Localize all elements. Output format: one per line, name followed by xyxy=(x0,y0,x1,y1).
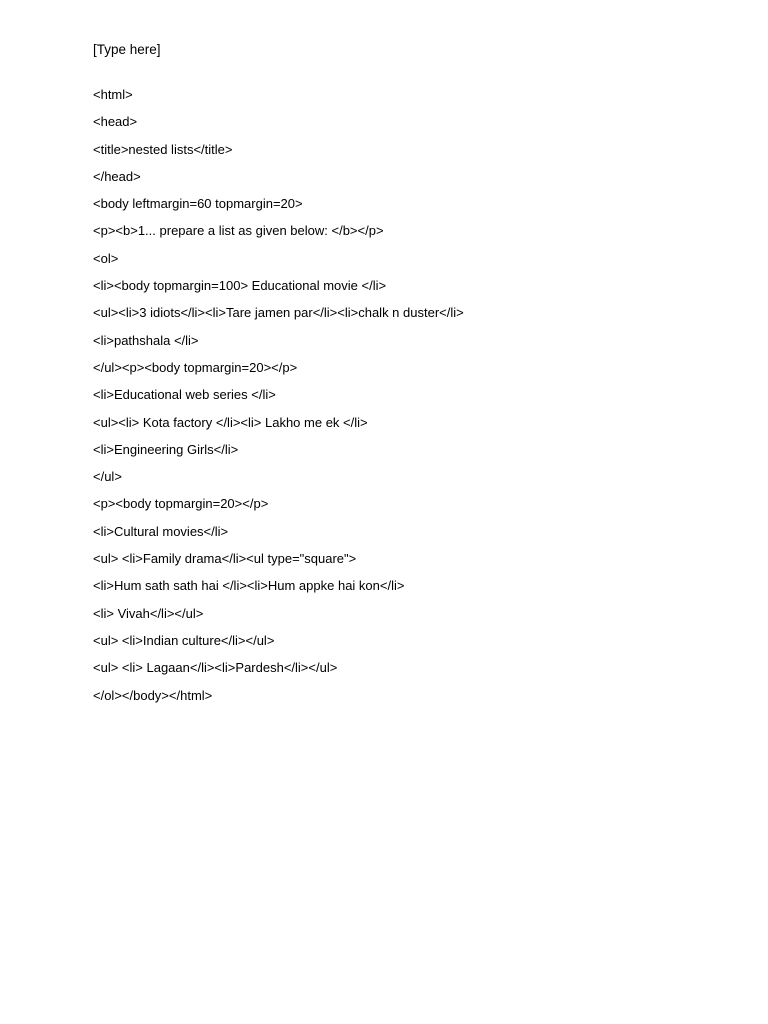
code-line: <ul> <li>Family drama</li><ul type="square"> xyxy=(93,551,357,567)
code-listing xyxy=(93,86,464,714)
code-line: <ul><li> Kota factory </li><li> Lakho me ek </li> xyxy=(93,414,368,430)
code-line: <li>Engineering Girls</li> xyxy=(93,441,239,457)
code-line: <li>Hum sath sath hai </li><li>Hum appke hai kon</li> xyxy=(93,578,405,594)
code-line: <li>Educational web series </li> xyxy=(93,387,276,403)
code-line: <title>nested lists</title> xyxy=(93,141,233,157)
code-line: <html> xyxy=(93,87,133,102)
code-line: <p><body topmargin=20></p> xyxy=(93,496,269,512)
code-line: <li>pathshala </li> xyxy=(93,332,199,348)
code-line: <li> Vivah</li></ul> xyxy=(93,605,204,621)
code-line: </head> xyxy=(93,168,141,184)
code-line: <ol> xyxy=(93,250,119,266)
code-line: <head> xyxy=(93,114,138,130)
header-placeholder[interactable]: [Type here] xyxy=(93,42,161,57)
code-line: <ul> <li> Lagaan</li><li>Pardesh</li></ul> xyxy=(93,660,338,676)
code-line: <li>Cultural movies</li> xyxy=(93,523,229,539)
code-line: <ul> <li>Indian culture</li></ul> xyxy=(93,632,275,648)
code-line: <body leftmargin=60 topmargin=20> xyxy=(93,196,303,212)
code-line: </ul><p><body topmargin=20></p> xyxy=(93,359,298,375)
code-line: <ul><li>3 idiots</li><li>Tare jamen par</li><li>chalk n duster</li> xyxy=(93,305,464,321)
code-line: <p><b>1... prepare a list as given below: </b></p> xyxy=(93,223,384,239)
code-line: </ul> xyxy=(93,469,122,485)
code-line: <li><body topmargin=100> Educational movie </li> xyxy=(93,278,387,294)
code-line: </ol></body></html> xyxy=(93,687,213,703)
